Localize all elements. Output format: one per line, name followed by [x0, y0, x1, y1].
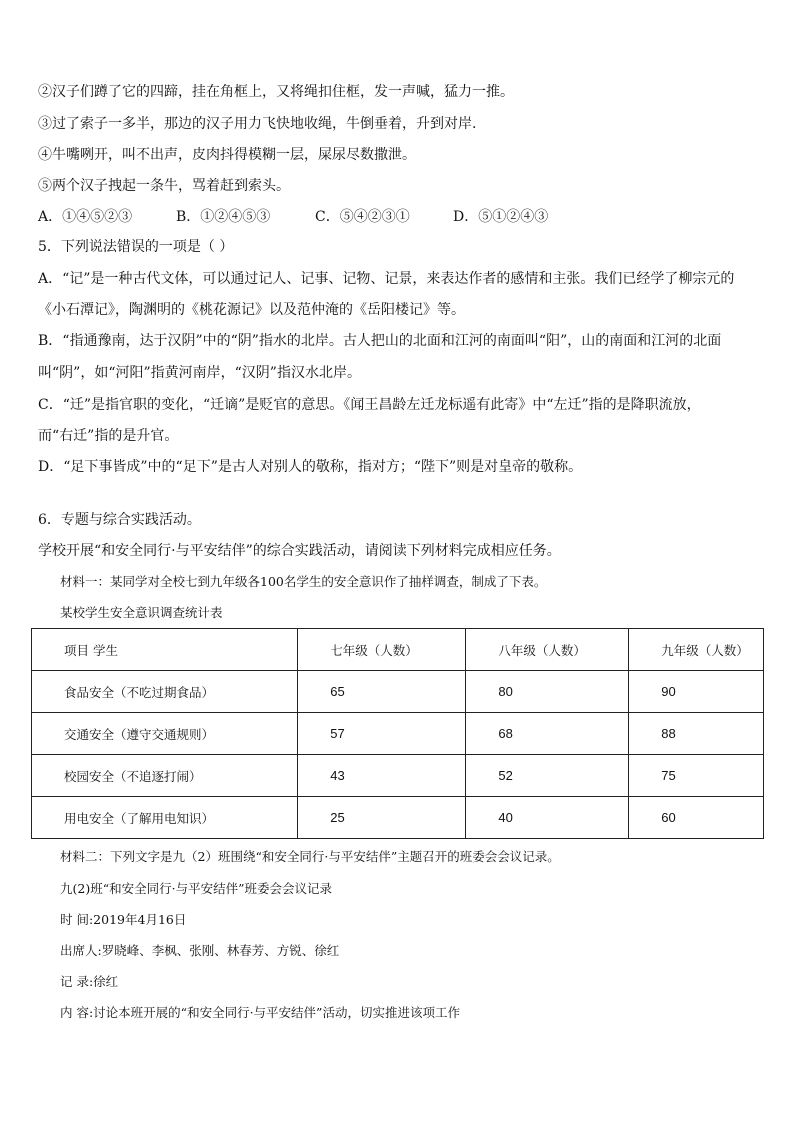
table-cell: 校园安全（不追逐打闹） [32, 755, 298, 797]
table-row [32, 797, 764, 839]
record-time: 时 间:2019年4月16日 [60, 912, 187, 927]
record-recorder: 记 录:徐红 [60, 974, 119, 989]
q5-option-a-line2: 《小石潭记》，陶渊明的《桃花源记》以及范仲淹的《岳阳楼记》等。 [38, 302, 465, 318]
table-header-cell: 八年级（人数） [466, 629, 629, 671]
table-header-cell: 九年级（人数） [629, 629, 764, 671]
q5-option-c-line2: 而“右迁”指的是升官。 [38, 428, 179, 444]
q5-option-b-line2: 叫“阴”，如“河阳”指黄河南岸，“汉阴”指汉水北岸。 [38, 365, 361, 381]
table-cell: 43 [298, 755, 466, 797]
table-row [32, 755, 764, 797]
table-cell: 57 [298, 713, 466, 755]
table-cell: 60 [629, 797, 764, 839]
table-row [32, 671, 764, 713]
q4-sentence-5: ⑤两个汉子拽起一条牛，骂着赶到索头。 [38, 178, 290, 194]
table-header-cell: 项目 学生 [32, 629, 298, 671]
survey-table [31, 628, 764, 839]
q5-option-b-line1: B．“指通豫南，达于汉阴”中的“阴”指水的北岸。古人把山的北面和江河的南面叫“阳”，山的南面和江河的北面 [38, 333, 722, 349]
table-cell: 90 [629, 671, 764, 713]
table-cell: 80 [466, 671, 629, 713]
table-cell: 88 [629, 713, 764, 755]
q4-sentence-4: ④牛嘴咧开，叫不出声，皮肉抖得模糊一层，屎尿尽数撒泄。 [38, 147, 416, 163]
table-cell: 68 [466, 713, 629, 755]
table-cell: 75 [629, 755, 764, 797]
table-cell: 65 [298, 671, 466, 713]
q5-option-c-line1: C．“迁”是指官职的变化，“迁谪”是贬官的意思。《闻王昌龄左迁龙标遥有此寄》中“左迁”指的是降职流放， [38, 397, 701, 413]
table-title: 某校学生安全意识调查统计表 [60, 605, 223, 620]
material-2: 材料二：下列文字是九（2）班围绕“和安全同行·与平安结伴”主题召开的班委会会议记录。 [60, 849, 560, 864]
table-cell: 交通安全（遵守交通规则） [32, 713, 298, 755]
q4-choice-b: B．①②④⑤③ [176, 209, 271, 225]
record-content: 内 容:讨论本班开展的“和安全同行·与平安结伴”活动，切实推进该项工作 [60, 1005, 460, 1020]
q6-stem: 6．专题与综合实践活动。 [38, 512, 201, 528]
table-cell: 25 [298, 797, 466, 839]
q6-intro: 学校开展“和安全同行·与平安结伴”的综合实践活动，请阅读下列材料完成相应任务。 [38, 543, 561, 559]
table-row [32, 713, 764, 755]
table-cell: 40 [466, 797, 629, 839]
table-header-cell: 七年级（人数） [298, 629, 466, 671]
q5-option-a-line1: A．“记”是一种古代文体，可以通过记人、记事、记物、记景，来表达作者的感情和主张。我们已经学了柳宗元的 [38, 271, 735, 287]
q4-choice-c: C．⑤④②③① [315, 209, 410, 225]
q4-choices [38, 208, 548, 226]
table-cell: 52 [466, 755, 629, 797]
record-title: 九(2)班“和安全同行·与平安结伴”班委会会议记录 [60, 881, 332, 896]
q5-option-d: D．“足下事皆成”中的“足下”是古人对别人的敬称，指对方；“陛下”则是对皇帝的敬称。 [38, 459, 583, 475]
q4-choice-d: D．⑤①②④③ [453, 209, 549, 225]
q4-sentence-3: ③过了索子一多半，那边的汉子用力飞快地收绳，牛倒垂着，升到对岸. [38, 116, 477, 132]
q4-sentence-2: ②汉子们蹲了它的四蹄，挂在角框上，又将绳扣住框，发一声喊，猛力一推。 [38, 84, 514, 100]
record-attendees: 出席人:罗晓峰、李枫、张刚、林春芳、方锐、徐红 [60, 943, 340, 958]
table-header-row [32, 629, 764, 671]
table-cell: 用电安全（了解用电知识） [32, 797, 298, 839]
table-cell: 食品安全（不吃过期食品） [32, 671, 298, 713]
material-1: 材料一：某同学对全校七到九年级各100名学生的安全意识作了抽样调查，制成了下表。 [60, 574, 547, 589]
q4-choice-a: A．①④⑤②③ [38, 209, 133, 225]
q5-stem: 5．下列说法错误的一项是（ ） [38, 239, 234, 255]
